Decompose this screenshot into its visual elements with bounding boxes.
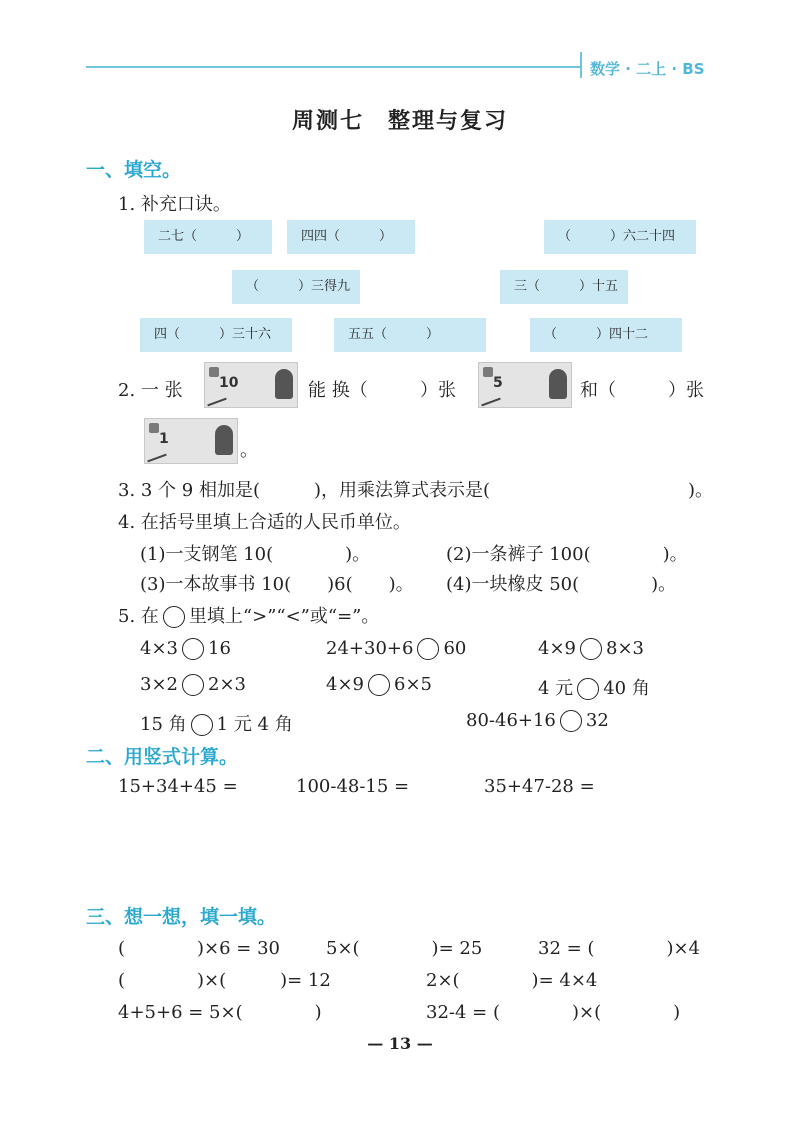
compare-left: 80-46+16 xyxy=(466,710,556,731)
banknote-10-icon xyxy=(204,362,298,408)
fill-item-2: 5×( )= 25 xyxy=(326,938,483,959)
q2-text-3: ）张 xyxy=(420,380,456,401)
chant-box-2: 四四（ ） xyxy=(287,220,415,254)
section-3-title: 三、想一想，填一填。 xyxy=(86,906,277,928)
compare-right: 2×3 xyxy=(208,674,246,695)
compare-circle-icon xyxy=(163,606,185,628)
chant-box-1: 二七（ ） xyxy=(144,220,272,254)
q2-text-5: ）张 xyxy=(668,380,704,401)
fill-item-4: ( )×( )= 12 xyxy=(118,970,331,991)
note-10-digit: 10 xyxy=(219,375,239,391)
q2-text-2: 能 换（ xyxy=(308,380,368,401)
subject-tag: 数学 · 二上 · BS xyxy=(590,60,705,78)
q4-item-3: (3)一本故事书 10( )6( )。 xyxy=(140,574,414,595)
compare-item-3 xyxy=(538,638,644,660)
fill-item-5: 2×( )= 4×4 xyxy=(426,970,598,991)
q4-item-1: (1)一支钢笔 10( )。 xyxy=(140,544,371,565)
answer-circle[interactable] xyxy=(368,674,390,696)
header-rule xyxy=(86,66,582,68)
compare-left: 24+30+6 xyxy=(326,638,414,659)
q2-text-6: 。 xyxy=(240,440,258,461)
compare-item-2 xyxy=(326,638,466,660)
chant-box-4: （ ）三得九 xyxy=(232,270,360,304)
section-2-title: 二、用竖式计算。 xyxy=(86,746,239,768)
compare-right: 8×3 xyxy=(606,638,644,659)
compare-item-8 xyxy=(466,710,609,732)
answer-circle[interactable] xyxy=(580,638,602,660)
fill-item-7: 32-4 = ( )×( ) xyxy=(426,1002,681,1023)
answer-circle[interactable] xyxy=(182,638,204,660)
compare-item-7 xyxy=(140,710,293,736)
note-1-digit: 1 xyxy=(159,431,169,447)
compare-right: 16 xyxy=(208,638,231,659)
header-divider xyxy=(580,52,582,78)
chant-box-3: （ ）六二十四 xyxy=(544,220,696,254)
compare-left: 4×3 xyxy=(140,638,178,659)
compare-item-4 xyxy=(140,674,246,696)
compare-right: 1 元 4 角 xyxy=(216,714,293,735)
q5-title-pre: 5. 在 xyxy=(118,606,159,627)
fill-item-1: ( )×6 = 30 xyxy=(118,938,281,959)
vertical-calc-3: 35+47-28 = xyxy=(484,776,595,797)
compare-left: 3×2 xyxy=(140,674,178,695)
q4-title: 4. 在括号里填上合适的人民币单位。 xyxy=(118,512,411,533)
page-number: — 13 — xyxy=(367,1034,433,1053)
answer-circle[interactable] xyxy=(182,674,204,696)
q1-title: 1. 补充口诀。 xyxy=(118,194,231,215)
compare-left: 4 元 xyxy=(538,678,574,699)
answer-circle[interactable] xyxy=(577,678,599,700)
note-5-digit: 5 xyxy=(493,375,503,391)
page-title: 周测七 整理与复习 xyxy=(291,108,508,134)
vertical-calc-2: 100-48-15 = xyxy=(296,776,410,797)
compare-left: 4×9 xyxy=(326,674,364,695)
compare-right: 6×5 xyxy=(394,674,432,695)
chant-box-6: 四（ ）三十六 xyxy=(140,318,292,352)
compare-right: 60 xyxy=(443,638,467,659)
fill-item-3: 32 = ( )×4 xyxy=(538,938,701,959)
compare-item-5 xyxy=(326,674,432,696)
chant-box-7: 五五（ ） xyxy=(334,318,486,352)
compare-right: 40 角 xyxy=(603,678,650,699)
chant-box-5: 三（ ）十五 xyxy=(500,270,628,304)
answer-circle[interactable] xyxy=(417,638,439,660)
answer-circle[interactable] xyxy=(560,710,582,732)
q5-title-post: 里填上“>”“<”或“=”。 xyxy=(188,606,380,627)
banknote-1-icon xyxy=(144,418,238,464)
fill-item-6: 4+5+6 = 5×( ) xyxy=(118,1002,322,1023)
compare-right: 32 xyxy=(585,710,609,731)
chant-box-8: （ ）四十二 xyxy=(530,318,682,352)
q2-text-4: 和（ xyxy=(580,380,616,401)
q4-item-4: (4)一块橡皮 50( )。 xyxy=(446,574,677,595)
compare-item-1 xyxy=(140,638,231,660)
q2-text-1: 2. 一 张 xyxy=(118,380,183,401)
compare-left: 4×9 xyxy=(538,638,576,659)
q3-text: 3. 3 个 9 相加是( )，用乘法算式表示是( )。 xyxy=(118,480,714,501)
q4-item-2: (2)一条裤子 100( )。 xyxy=(446,544,688,565)
q5-title xyxy=(118,602,379,628)
answer-circle[interactable] xyxy=(191,714,213,736)
compare-left: 15 角 xyxy=(140,714,187,735)
section-1-title: 一、填空。 xyxy=(86,159,182,181)
banknote-5-icon xyxy=(478,362,572,408)
compare-item-6 xyxy=(538,674,650,700)
vertical-calc-1: 15+34+45 = xyxy=(118,776,238,797)
